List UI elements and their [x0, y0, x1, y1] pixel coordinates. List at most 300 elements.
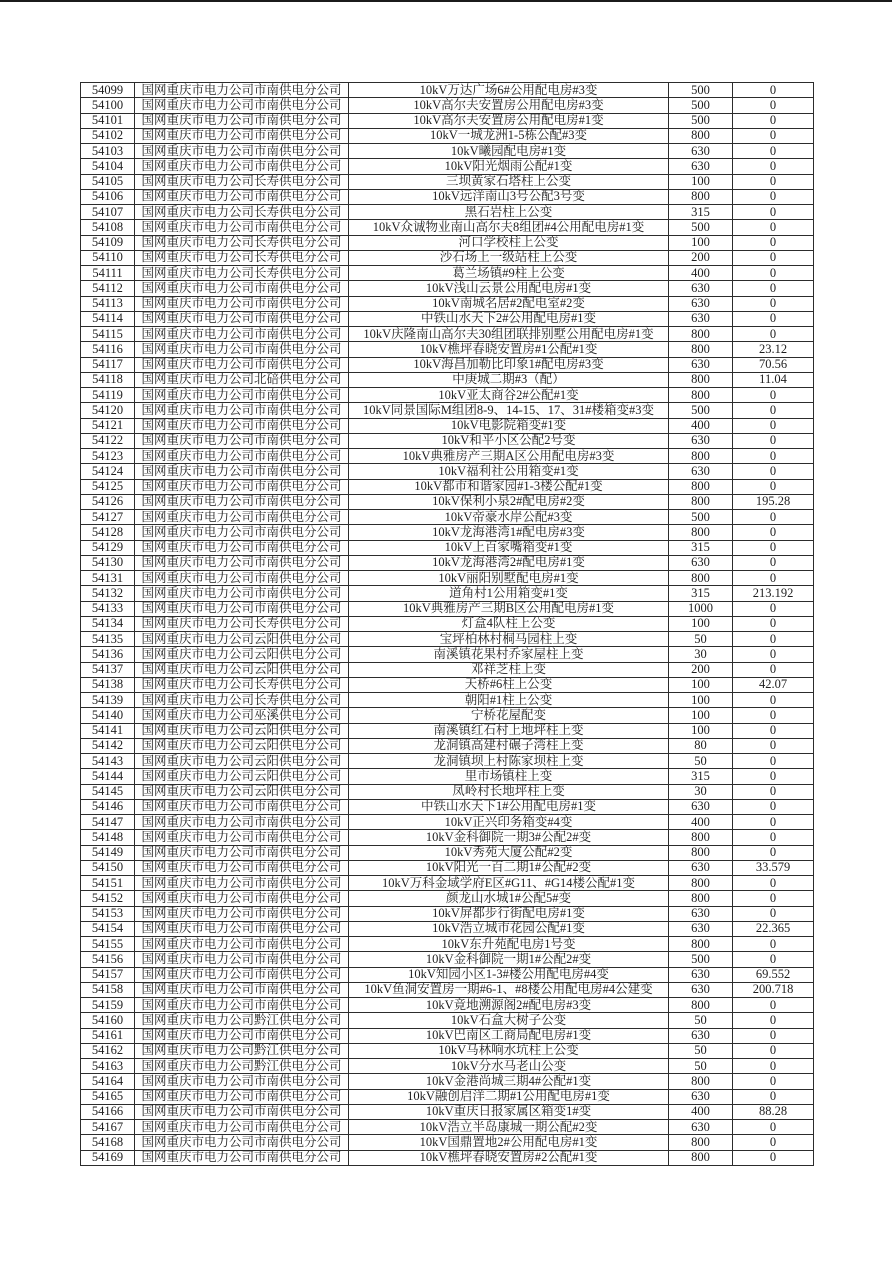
table-row [81, 586, 814, 601]
capacity-cell: 50 [669, 1043, 733, 1058]
station-name-cell: 10kV福利社公用箱变#1变 [349, 464, 669, 479]
serial-number-cell: 54164 [81, 1074, 135, 1089]
company-cell: 国网重庆市电力公司市南供电分公司 [135, 144, 349, 159]
capacity-cell: 800 [669, 449, 733, 464]
capacity-cell: 630 [669, 555, 733, 570]
capacity-cell: 800 [669, 571, 733, 586]
value-cell: 0 [733, 205, 814, 220]
company-cell: 国网重庆市电力公司市南供电分公司 [135, 937, 349, 952]
capacity-cell: 500 [669, 403, 733, 418]
value-cell: 42.07 [733, 677, 814, 692]
value-cell: 0 [733, 1089, 814, 1104]
table-row [81, 1059, 814, 1074]
table-row [81, 1013, 814, 1028]
table-row [81, 799, 814, 814]
table-row [81, 327, 814, 342]
table-row [81, 616, 814, 631]
station-name-cell: 10kV电影院箱变#1变 [349, 418, 669, 433]
value-cell: 0 [733, 555, 814, 570]
serial-number-cell: 54132 [81, 586, 135, 601]
capacity-cell: 630 [669, 1028, 733, 1043]
table-row [81, 540, 814, 555]
station-name-cell: 凤岭村长地坪柱上变 [349, 784, 669, 799]
company-cell: 国网重庆市电力公司巫溪供电分公司 [135, 708, 349, 723]
station-name-cell: 10kV龙海港湾2#配电房#1变 [349, 555, 669, 570]
table-row [81, 1028, 814, 1043]
table-row [81, 708, 814, 723]
value-cell: 23.12 [733, 342, 814, 357]
company-cell: 国网重庆市电力公司市南供电分公司 [135, 1150, 349, 1165]
table-row [81, 189, 814, 204]
station-name-cell: 10kV海昌加勒比印象1#配电房#3变 [349, 357, 669, 372]
company-cell: 国网重庆市电力公司市南供电分公司 [135, 403, 349, 418]
station-name-cell: 10kV帝豪水岸公配#3变 [349, 510, 669, 525]
company-cell: 国网重庆市电力公司市南供电分公司 [135, 799, 349, 814]
capacity-cell: 800 [669, 830, 733, 845]
capacity-cell: 315 [669, 769, 733, 784]
company-cell: 国网重庆市电力公司市南供电分公司 [135, 982, 349, 997]
table-row [81, 845, 814, 860]
value-cell: 0 [733, 1013, 814, 1028]
serial-number-cell: 54147 [81, 815, 135, 830]
serial-number-cell: 54141 [81, 723, 135, 738]
capacity-cell: 800 [669, 1135, 733, 1150]
station-name-cell: 10kV东升苑配电房1号变 [349, 937, 669, 952]
capacity-cell: 50 [669, 1059, 733, 1074]
capacity-cell: 80 [669, 738, 733, 753]
station-name-cell: 邓祥芝柱上变 [349, 662, 669, 677]
table-row [81, 479, 814, 494]
serial-number-cell: 54165 [81, 1089, 135, 1104]
serial-number-cell: 54118 [81, 372, 135, 387]
serial-number-cell: 54110 [81, 250, 135, 265]
company-cell: 国网重庆市电力公司黔江供电分公司 [135, 1043, 349, 1058]
station-name-cell: 10kV同景国际M组团8-9、14-15、17、31#楼箱变#3变 [349, 403, 669, 418]
value-cell: 0 [733, 601, 814, 616]
capacity-cell: 630 [669, 1120, 733, 1135]
table-row [81, 250, 814, 265]
table-row [81, 937, 814, 952]
station-name-cell: 朝阳#1柱上公变 [349, 693, 669, 708]
company-cell: 国网重庆市电力公司长寿供电分公司 [135, 616, 349, 631]
table-row [81, 982, 814, 997]
station-name-cell: 葛兰场镇#9柱上公变 [349, 266, 669, 281]
serial-number-cell: 54122 [81, 433, 135, 448]
value-cell: 213.192 [733, 586, 814, 601]
station-name-cell: 中铁山水天下1#公用配电房#1变 [349, 799, 669, 814]
station-name-cell: 10kV丽阳别墅配电房#1变 [349, 571, 669, 586]
table-row [81, 830, 814, 845]
serial-number-cell: 54129 [81, 540, 135, 555]
company-cell: 国网重庆市电力公司市南供电分公司 [135, 1089, 349, 1104]
capacity-cell: 800 [669, 937, 733, 952]
capacity-cell: 800 [669, 128, 733, 143]
company-cell: 国网重庆市电力公司长寿供电分公司 [135, 250, 349, 265]
value-cell: 0 [733, 1120, 814, 1135]
table-row [81, 921, 814, 936]
value-cell: 0 [733, 571, 814, 586]
table-row [81, 494, 814, 509]
serial-number-cell: 54116 [81, 342, 135, 357]
value-cell: 0 [733, 433, 814, 448]
capacity-cell: 800 [669, 479, 733, 494]
serial-number-cell: 54169 [81, 1150, 135, 1165]
value-cell: 0 [733, 708, 814, 723]
table-row [81, 1089, 814, 1104]
value-cell: 0 [733, 1043, 814, 1058]
serial-number-cell: 54166 [81, 1104, 135, 1119]
table-row [81, 144, 814, 159]
capacity-cell: 630 [669, 1089, 733, 1104]
table-row [81, 738, 814, 753]
value-cell: 0 [733, 327, 814, 342]
value-cell: 88.28 [733, 1104, 814, 1119]
station-name-cell: 10kV高尔夫安置房公用配电房#3变 [349, 98, 669, 113]
station-name-cell: 三坝黄家石塔柱上公变 [349, 174, 669, 189]
capacity-cell: 630 [669, 144, 733, 159]
value-cell: 11.04 [733, 372, 814, 387]
table-row [81, 769, 814, 784]
station-name-cell: 南溪镇花果村乔家屋柱上变 [349, 647, 669, 662]
station-name-cell: 10kV金科御院一期1#公配2#变 [349, 952, 669, 967]
capacity-cell: 630 [669, 799, 733, 814]
capacity-cell: 50 [669, 1013, 733, 1028]
value-cell: 0 [733, 281, 814, 296]
value-cell: 0 [733, 296, 814, 311]
company-cell: 国网重庆市电力公司长寿供电分公司 [135, 174, 349, 189]
station-name-cell: 10kV分水马老山公变 [349, 1059, 669, 1074]
capacity-cell: 50 [669, 632, 733, 647]
station-name-cell: 10kV浅山云景公用配电房#1变 [349, 281, 669, 296]
station-name-cell: 10kV浩立半岛康城一期公配#2变 [349, 1120, 669, 1135]
value-cell: 0 [733, 876, 814, 891]
station-name-cell: 10kV保利小泉2#配电房#2变 [349, 494, 669, 509]
company-cell: 国网重庆市电力公司市南供电分公司 [135, 220, 349, 235]
value-cell: 0 [733, 220, 814, 235]
capacity-cell: 100 [669, 693, 733, 708]
station-name-cell: 10kV都市和谐家园#1-3楼公配#1变 [349, 479, 669, 494]
value-cell: 22.365 [733, 921, 814, 936]
serial-number-cell: 54160 [81, 1013, 135, 1028]
serial-number-cell: 54131 [81, 571, 135, 586]
serial-number-cell: 54144 [81, 769, 135, 784]
company-cell: 国网重庆市电力公司市南供电分公司 [135, 159, 349, 174]
company-cell: 国网重庆市电力公司云阳供电分公司 [135, 738, 349, 753]
capacity-cell: 630 [669, 281, 733, 296]
table-row [81, 952, 814, 967]
company-cell: 国网重庆市电力公司长寿供电分公司 [135, 266, 349, 281]
value-cell: 0 [733, 464, 814, 479]
capacity-cell: 500 [669, 98, 733, 113]
serial-number-cell: 54107 [81, 205, 135, 220]
capacity-cell: 400 [669, 815, 733, 830]
serial-number-cell: 54126 [81, 494, 135, 509]
serial-number-cell: 54163 [81, 1059, 135, 1074]
value-cell: 0 [733, 418, 814, 433]
company-cell: 国网重庆市电力公司市南供电分公司 [135, 479, 349, 494]
serial-number-cell: 54111 [81, 266, 135, 281]
serial-number-cell: 54162 [81, 1043, 135, 1058]
company-cell: 国网重庆市电力公司市南供电分公司 [135, 586, 349, 601]
station-name-cell: 中铁山水天下2#公用配电房#1变 [349, 311, 669, 326]
capacity-cell: 400 [669, 1104, 733, 1119]
capacity-cell: 800 [669, 891, 733, 906]
table-row [81, 632, 814, 647]
value-cell: 0 [733, 98, 814, 113]
serial-number-cell: 54154 [81, 921, 135, 936]
value-cell: 0 [733, 845, 814, 860]
serial-number-cell: 54100 [81, 98, 135, 113]
value-cell: 0 [733, 647, 814, 662]
table-row [81, 205, 814, 220]
value-cell: 0 [733, 662, 814, 677]
table-row [81, 433, 814, 448]
station-name-cell: 10kV正兴印务箱变#4变 [349, 815, 669, 830]
company-cell: 国网重庆市电力公司市南供电分公司 [135, 281, 349, 296]
station-name-cell: 10kV浩立城市花园公配#1变 [349, 921, 669, 936]
company-cell: 国网重庆市电力公司市南供电分公司 [135, 510, 349, 525]
station-name-cell: 10kV鱼洞安置房一期#6-1、#8楼公用配电房#4公建变 [349, 982, 669, 997]
value-cell: 0 [733, 799, 814, 814]
capacity-cell: 100 [669, 723, 733, 738]
company-cell: 国网重庆市电力公司市南供电分公司 [135, 525, 349, 540]
company-cell: 国网重庆市电力公司市南供电分公司 [135, 98, 349, 113]
station-name-cell: 中庚城二期#3（配） [349, 372, 669, 387]
company-cell: 国网重庆市电力公司市南供电分公司 [135, 418, 349, 433]
station-name-cell: 10kV巴南区工商局配电房#1变 [349, 1028, 669, 1043]
value-cell: 0 [733, 754, 814, 769]
company-cell: 国网重庆市电力公司市南供电分公司 [135, 1135, 349, 1150]
serial-number-cell: 54138 [81, 677, 135, 692]
company-cell: 国网重庆市电力公司市南供电分公司 [135, 830, 349, 845]
station-name-cell: 颜龙山水城1#公配5#变 [349, 891, 669, 906]
serial-number-cell: 54115 [81, 327, 135, 342]
capacity-cell: 630 [669, 906, 733, 921]
company-cell: 国网重庆市电力公司市南供电分公司 [135, 433, 349, 448]
serial-number-cell: 54134 [81, 616, 135, 631]
company-cell: 国网重庆市电力公司市南供电分公司 [135, 311, 349, 326]
table-row [81, 662, 814, 677]
company-cell: 国网重庆市电力公司市南供电分公司 [135, 189, 349, 204]
serial-number-cell: 54123 [81, 449, 135, 464]
company-cell: 国网重庆市电力公司市南供电分公司 [135, 327, 349, 342]
capacity-cell: 630 [669, 357, 733, 372]
station-name-cell: 10kV南城名居#2配电室#2变 [349, 296, 669, 311]
company-cell: 国网重庆市电力公司市南供电分公司 [135, 571, 349, 586]
company-cell: 国网重庆市电力公司市南供电分公司 [135, 815, 349, 830]
capacity-cell: 800 [669, 327, 733, 342]
company-cell: 国网重庆市电力公司云阳供电分公司 [135, 723, 349, 738]
table-row [81, 601, 814, 616]
company-cell: 国网重庆市电力公司北碚供电分公司 [135, 372, 349, 387]
serial-number-cell: 54117 [81, 357, 135, 372]
station-name-cell: 10kV秀苑大厦公配#2变 [349, 845, 669, 860]
station-name-cell: 10kV万达广场6#公用配电房#3变 [349, 83, 669, 98]
serial-number-cell: 54146 [81, 799, 135, 814]
station-name-cell: 道角村1公用箱变#1变 [349, 586, 669, 601]
table-row [81, 555, 814, 570]
table-row [81, 342, 814, 357]
station-name-cell: 宁桥花屋配变 [349, 708, 669, 723]
station-name-cell: 10kV竟地溯源阁2#配电房#3变 [349, 998, 669, 1013]
serial-number-cell: 54112 [81, 281, 135, 296]
table-row [81, 1120, 814, 1135]
capacity-cell: 630 [669, 433, 733, 448]
station-name-cell: 10kV典雅房产三期B区公用配电房#1变 [349, 601, 669, 616]
value-cell: 0 [733, 266, 814, 281]
station-name-cell: 10kV马林响水坑柱上公变 [349, 1043, 669, 1058]
table-row [81, 693, 814, 708]
table-row [81, 723, 814, 738]
capacity-cell: 100 [669, 677, 733, 692]
table-row [81, 128, 814, 143]
capacity-cell: 630 [669, 296, 733, 311]
capacity-cell: 100 [669, 174, 733, 189]
company-cell: 国网重庆市电力公司云阳供电分公司 [135, 754, 349, 769]
value-cell: 0 [733, 1028, 814, 1043]
company-cell: 国网重庆市电力公司长寿供电分公司 [135, 235, 349, 250]
company-cell: 国网重庆市电力公司云阳供电分公司 [135, 632, 349, 647]
company-cell: 国网重庆市电力公司市南供电分公司 [135, 113, 349, 128]
capacity-cell: 500 [669, 83, 733, 98]
company-cell: 国网重庆市电力公司市南供电分公司 [135, 388, 349, 403]
company-cell: 国网重庆市电力公司市南供电分公司 [135, 860, 349, 875]
value-cell: 0 [733, 1135, 814, 1150]
serial-number-cell: 54113 [81, 296, 135, 311]
station-name-cell: 10kV一城龙洲1-5栋公配#3变 [349, 128, 669, 143]
value-cell: 0 [733, 128, 814, 143]
company-cell: 国网重庆市电力公司市南供电分公司 [135, 998, 349, 1013]
company-cell: 国网重庆市电力公司市南供电分公司 [135, 1074, 349, 1089]
table-row [81, 1135, 814, 1150]
station-name-cell: 10kV典雅房产三期A区公用配电房#3变 [349, 449, 669, 464]
serial-number-cell: 54161 [81, 1028, 135, 1043]
value-cell: 195.28 [733, 494, 814, 509]
station-name-cell: 灯盒4队柱上公变 [349, 616, 669, 631]
table-row [81, 891, 814, 906]
table-row [81, 388, 814, 403]
station-name-cell: 10kV庆隆南山高尔夫30组团联排别墅公用配电房#1变 [349, 327, 669, 342]
serial-number-cell: 54152 [81, 891, 135, 906]
capacity-cell: 500 [669, 113, 733, 128]
capacity-cell: 800 [669, 494, 733, 509]
transformer-record-table [80, 82, 814, 1166]
table-body [81, 83, 814, 1166]
capacity-cell: 800 [669, 189, 733, 204]
capacity-cell: 100 [669, 708, 733, 723]
table-row [81, 403, 814, 418]
company-cell: 国网重庆市电力公司市南供电分公司 [135, 555, 349, 570]
company-cell: 国网重庆市电力公司市南供电分公司 [135, 967, 349, 982]
station-name-cell: 南溪镇红石村上地坪柱上变 [349, 723, 669, 738]
table-row [81, 372, 814, 387]
value-cell: 0 [733, 174, 814, 189]
serial-number-cell: 54157 [81, 967, 135, 982]
company-cell: 国网重庆市电力公司市南供电分公司 [135, 891, 349, 906]
value-cell: 0 [733, 738, 814, 753]
station-name-cell: 10kV知园小区1-3#楼公用配电房#4变 [349, 967, 669, 982]
serial-number-cell: 54121 [81, 418, 135, 433]
capacity-cell: 500 [669, 510, 733, 525]
station-name-cell: 10kV亚太商谷2#公配#1变 [349, 388, 669, 403]
table-row [81, 357, 814, 372]
capacity-cell: 50 [669, 754, 733, 769]
value-cell: 0 [733, 250, 814, 265]
station-name-cell: 10kV阳光烟雨公配#1变 [349, 159, 669, 174]
table-row [81, 83, 814, 98]
capacity-cell: 800 [669, 525, 733, 540]
value-cell: 0 [733, 723, 814, 738]
value-cell: 0 [733, 784, 814, 799]
serial-number-cell: 54128 [81, 525, 135, 540]
serial-number-cell: 54139 [81, 693, 135, 708]
value-cell: 70.56 [733, 357, 814, 372]
station-name-cell: 10kV重庆日报家属区箱变1#变 [349, 1104, 669, 1119]
table-row [81, 998, 814, 1013]
value-cell: 0 [733, 815, 814, 830]
serial-number-cell: 54153 [81, 906, 135, 921]
table-row [81, 677, 814, 692]
serial-number-cell: 54159 [81, 998, 135, 1013]
company-cell: 国网重庆市电力公司市南供电分公司 [135, 906, 349, 921]
station-name-cell: 里市场镇柱上变 [349, 769, 669, 784]
company-cell: 国网重庆市电力公司市南供电分公司 [135, 296, 349, 311]
station-name-cell: 10kV和平小区公配2号变 [349, 433, 669, 448]
capacity-cell: 630 [669, 982, 733, 997]
table-row [81, 113, 814, 128]
table-row [81, 815, 814, 830]
serial-number-cell: 54151 [81, 876, 135, 891]
value-cell: 0 [733, 1059, 814, 1074]
serial-number-cell: 54148 [81, 830, 135, 845]
serial-number-cell: 54125 [81, 479, 135, 494]
page-top-edge-line [0, 0, 892, 2]
capacity-cell: 800 [669, 876, 733, 891]
company-cell: 国网重庆市电力公司市南供电分公司 [135, 921, 349, 936]
value-cell: 0 [733, 525, 814, 540]
value-cell: 0 [733, 189, 814, 204]
company-cell: 国网重庆市电力公司市南供电分公司 [135, 1028, 349, 1043]
station-name-cell: 10kV屏都步行街配电房#1变 [349, 906, 669, 921]
value-cell: 0 [733, 632, 814, 647]
value-cell: 0 [733, 891, 814, 906]
serial-number-cell: 54130 [81, 555, 135, 570]
station-name-cell: 10kV高尔夫安置房公用配电房#1变 [349, 113, 669, 128]
table-row [81, 1104, 814, 1119]
table-row [81, 754, 814, 769]
value-cell: 0 [733, 83, 814, 98]
table-row [81, 906, 814, 921]
station-name-cell: 沙石场上一级站柱上公变 [349, 250, 669, 265]
company-cell: 国网重庆市电力公司黔江供电分公司 [135, 1059, 349, 1074]
value-cell: 0 [733, 479, 814, 494]
value-cell: 0 [733, 449, 814, 464]
station-name-cell: 黑石岩柱上公变 [349, 205, 669, 220]
serial-number-cell: 54101 [81, 113, 135, 128]
capacity-cell: 630 [669, 159, 733, 174]
serial-number-cell: 54158 [81, 982, 135, 997]
table-row [81, 510, 814, 525]
capacity-cell: 1000 [669, 601, 733, 616]
capacity-cell: 400 [669, 418, 733, 433]
company-cell: 国网重庆市电力公司市南供电分公司 [135, 357, 349, 372]
table-row [81, 174, 814, 189]
capacity-cell: 315 [669, 540, 733, 555]
capacity-cell: 630 [669, 311, 733, 326]
serial-number-cell: 54142 [81, 738, 135, 753]
value-cell: 0 [733, 113, 814, 128]
value-cell: 0 [733, 616, 814, 631]
